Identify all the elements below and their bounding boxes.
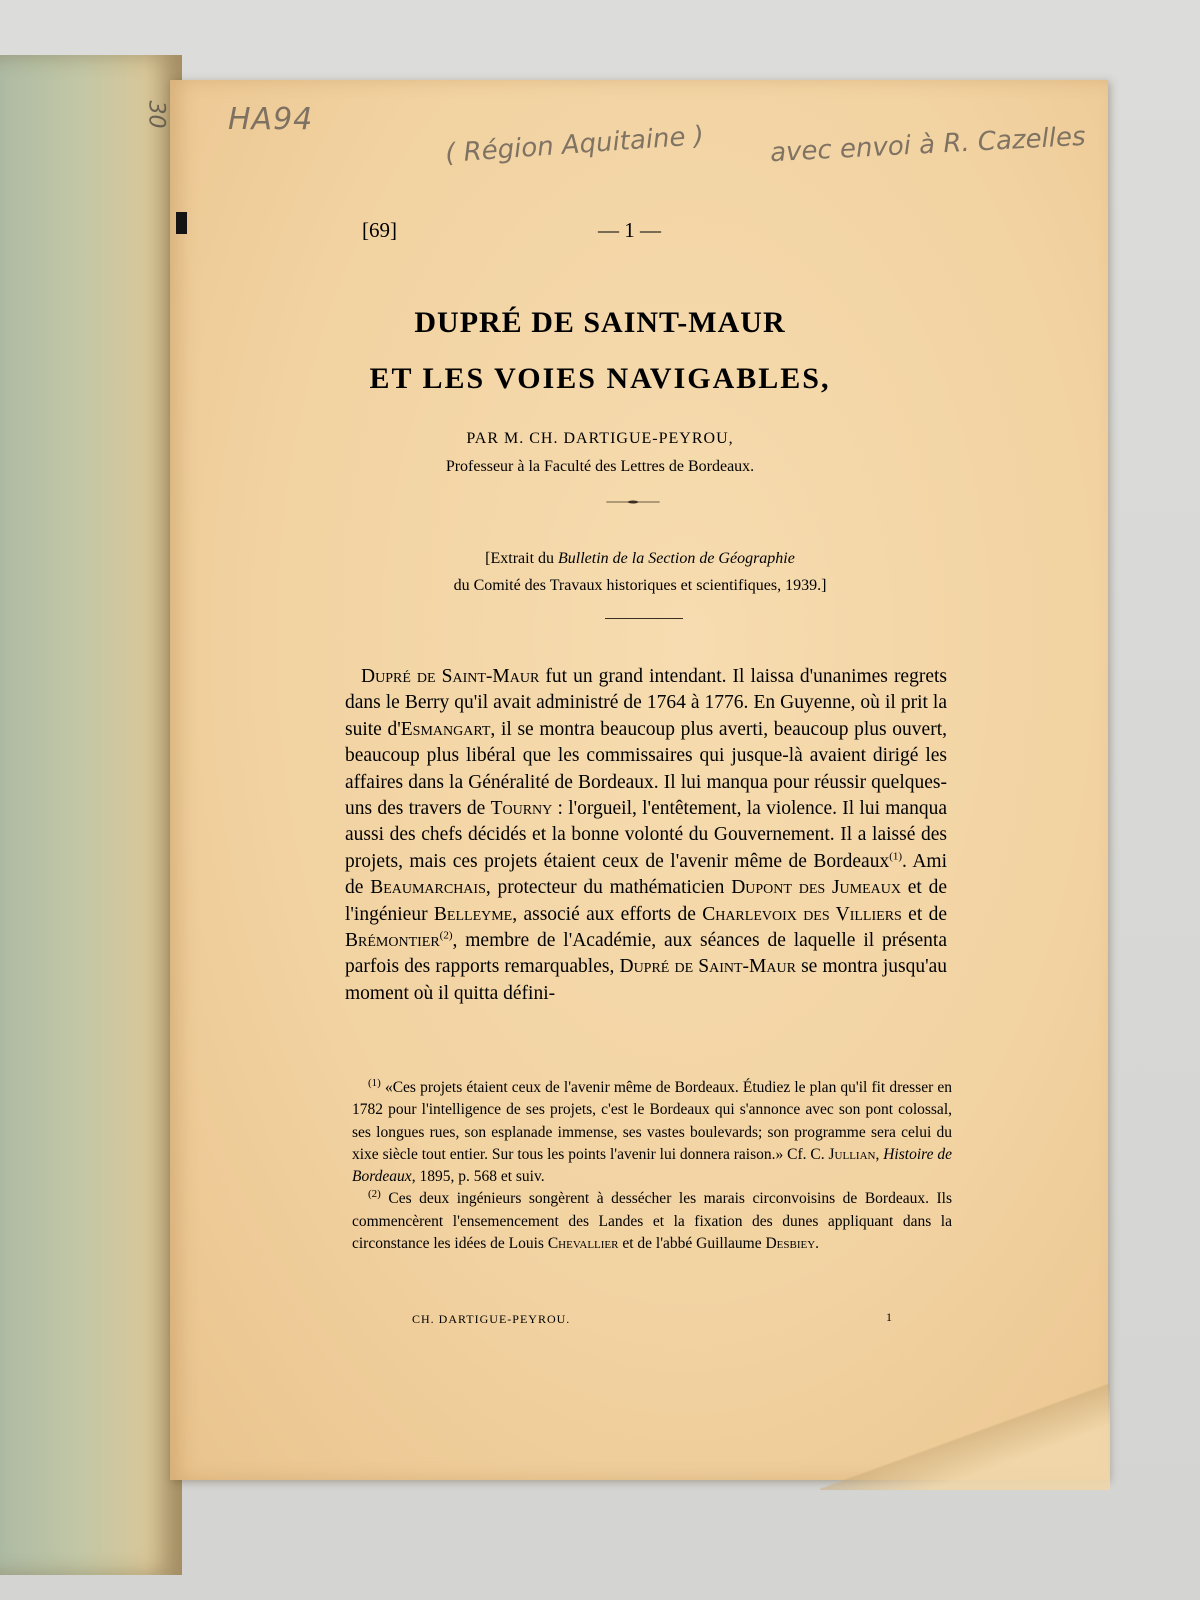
footnote-1: $^{(1)}$ «Ces projets étaient ceux de l'avenir même de Bordeaux. Étudiez le plan qu'il fit dresser en 1782 pour l'intelligence de ses projets, c'est le Bordeaux qui s'annonce avec son pont colossal, ses longues rues, son esplanade immense, ses vastes boulevards; son programme sera celui du xixe siècle tout entier. Sur tous les points l'avenir lui donnera raison.» Cf. C. Jullian, Histoire de Bordeaux, 1895, p. 568 et suiv. <box>352 1076 952 1186</box>
title-line-2: ET LES VOIES NAVIGABLES, <box>369 362 831 395</box>
ornament-divider <box>593 500 673 504</box>
bracket-page-number: [69] <box>362 218 397 242</box>
footnotes <box>352 1077 952 1255</box>
footnote-ref-2: (2) <box>439 929 453 942</box>
left-cover-page <box>0 55 182 1575</box>
page-corner-curl <box>820 1380 1110 1490</box>
name-dupre: Dupré de Saint-Maur <box>361 666 540 687</box>
author-affiliation: Professeur à la Faculté des Lettres de Bordeaux. <box>445 458 755 475</box>
handwritten-reference: HA94 <box>228 102 314 137</box>
extract-line-2: du Comité des Travaux historiques et scientifiques, 1939.] <box>453 577 827 594</box>
extract-line-1: [Extrait du Bulletin de la Section de Géographie <box>485 550 795 567</box>
handwritten-region-note: ( Région Aquitaine ) <box>444 121 705 169</box>
section-rule <box>605 618 683 619</box>
footer-author: CH. DARTIGUE-PEYROU. <box>412 1312 571 1326</box>
body-paragraph: Dupré de Saint-Maur fut un grand intendant. Il laissa d'unanimes regrets dans le Berry qu'il avait administré de 1764 à 1776. En Guyenne, où il prit la suite d'Esmangart, il se montra beaucoup plus averti, beaucoup plus ouvert, beaucoup plus libéral que les commissaires qui jusque-là avaient dirigé les affaires dans la Généralité de Bordeaux. Il lui manqua pour réussir quelques-uns des travers de Tourny : l'orgueil, l'entêtement, la violence. Il lui manqua aussi des chefs décidés et la bonne volonté du Gouvernement. Il a laissé des projets, mais ces projets étaient ceux de l'avenir même de Bordeaux$^{(1)}$. Ami de Beaumarchais, protecteur du mathématicien Dupont des Jumeaux et de l'ingénieur Belleyme, associé aux efforts de Charlevoix des Villiers et de Brémontier$^{(2)}$, membre de l'Académie, aux séances de laquelle il présenta parfois des rapports remarquables, Dupré de Saint-Maur se montra jusqu'au moment où il quitta défini- <box>345 666 948 1004</box>
footnote-2: $^{(2)}$ Ces deux ingénieurs songèrent à dessécher les marais circonvoisins de Bordeaux. Ils commencèrent l'ensemencement des Landes et la fixation des dunes appliquant dans la circonstance les idées de Louis Chevallier et de l'abbé Guillaume Desbiey. <box>352 1188 952 1253</box>
page-number: — 1 — <box>598 218 661 242</box>
handwritten-dedication-note: avec envoi à R. Cazelles <box>769 121 1087 169</box>
author-byline: PAR M. CH. DARTIGUE-PEYROU, <box>466 430 734 447</box>
bulletin-title: Bulletin de la Section de Géographie <box>558 550 795 567</box>
handwritten-spine-note: 30 <box>143 100 169 129</box>
footnote-ref-1: (1) <box>889 850 903 863</box>
binding-mark <box>176 212 187 234</box>
title-line-1: DUPRÉ DE SAINT-MAUR <box>414 306 786 339</box>
footer-sheet-number: 1 <box>886 1310 892 1324</box>
